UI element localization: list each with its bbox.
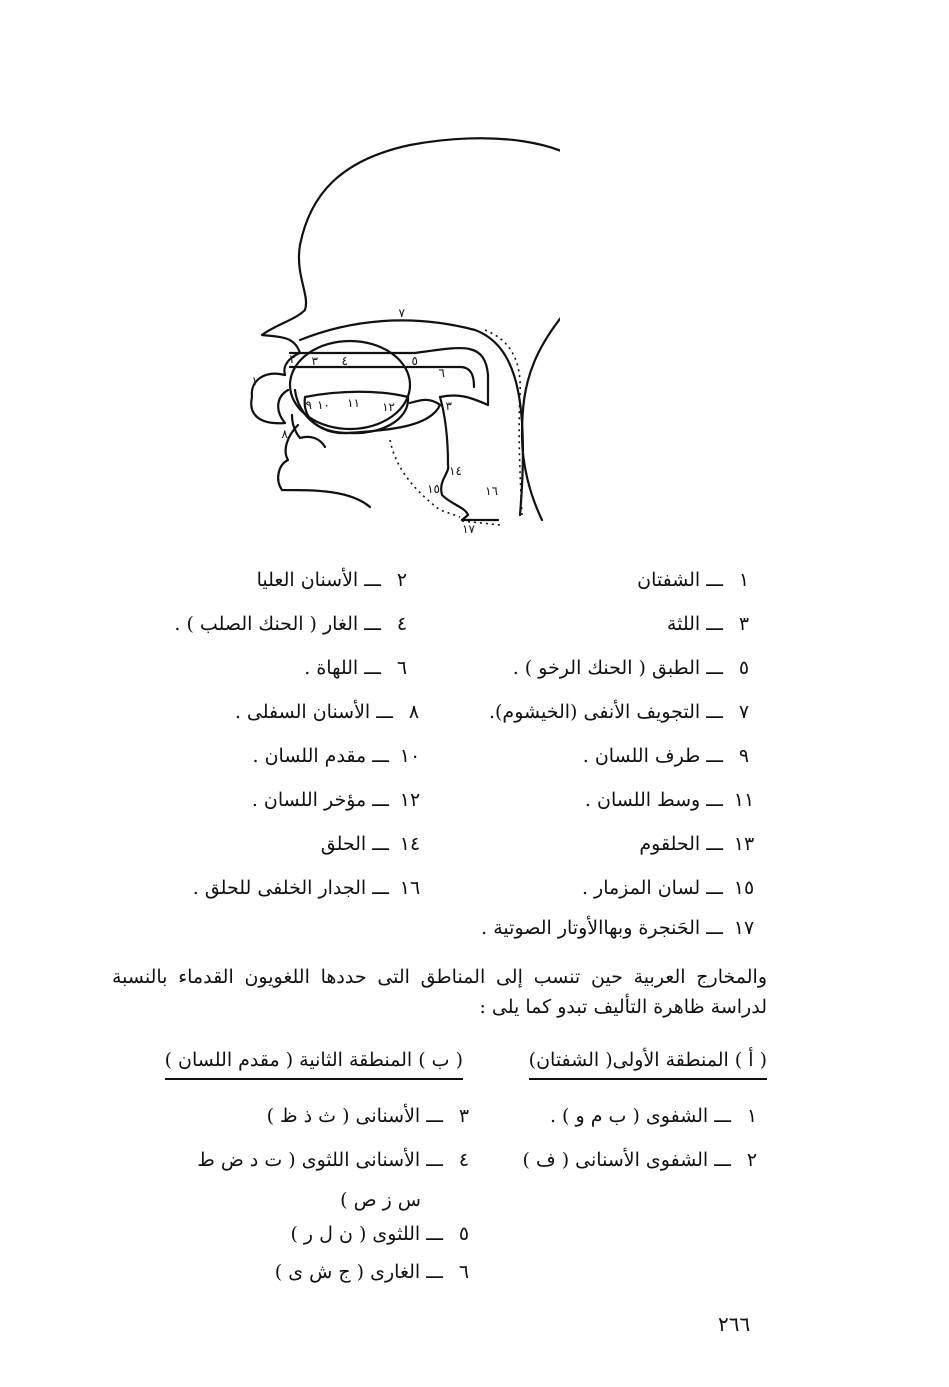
head-outline [262,138,560,520]
legend-item-14: ١٤ ـــ الحلق [320,833,421,855]
legend-item-6: ٦ ـــ اللهاة . [304,657,408,679]
zone-a-item-1: ١ ـــ الشفوى ( ب م و ) . [549,1105,758,1127]
body-paragraph: والمخارج العربية حين تنسب إلى المناطق التى حددها اللغويون القدماء بالنسبة لدراسة ظاهرة التأليف تبدو كما يلى : [112,966,767,1018]
legend-item-15: ١٥ ـــ لسان المزمار . [581,877,755,899]
diagram-label-12: ١٢ [382,400,395,414]
diagram-label-3: ٣ [311,354,318,368]
legend-item-7: ٧ ـــ التجويف الأنفى (الخيشوم). [488,701,750,723]
diagram-label-8: ٨ [281,427,288,441]
legend-item-10: ١٠ ـــ مقدم اللسان . [252,745,421,767]
vocal-organs-diagram [230,135,560,535]
diagram-label-10: ١٠ [317,398,330,412]
legend-item-1: ١ ـــ الشفتان [637,569,750,591]
legend-item-2: ٢ ـــ الأسنان العليا [256,569,408,591]
diagram-label-17: ١٧ [462,522,475,535]
diagram-label-6: ٦ [438,366,445,380]
zone-a-item-2: ٢ ـــ الشفوى الأسنانى ( ف ) [522,1149,758,1171]
legend-item-13: ١٣ ـــ الحلقوم [639,833,755,855]
zone-b-item-4: ٤ ـــ الأسنانى اللثوى ( ت د ض ط [197,1149,470,1171]
diagram-label-2: ٢ [289,352,296,366]
diagram-label-13: ١٣ [439,399,452,413]
zone-b-item-4-cont: س ز ص ) [340,1189,421,1211]
legend-item-4: ٤ ـــ الغار ( الحنك الصلب ) . [174,613,408,635]
zone-b-header: ( ب ) المنطقة الثانية ( مقدم اللسان ) [165,1048,463,1080]
legend-item-9: ٩ ـــ طرف اللسان . [582,745,750,767]
legend-item-5: ٥ ـــ الطبق ( الحنك الرخو ) . [512,657,750,679]
zone-b-item-3: ٣ ـــ الأسنانى ( ث ذ ظ ) [266,1105,470,1127]
legend-item-3: ٣ ـــ اللثة [666,613,750,635]
diagram-label-4: ٤ [341,354,348,368]
legend-item-11: ١١ ـــ وسط اللسان . [584,789,755,811]
diagram-label-1: ١ [251,374,258,388]
legend-item-8: ٨ ـــ الأسنان السفلى . [234,701,420,723]
diagram-label-7: ٧ [398,306,405,320]
diagram-label-16: ١٦ [485,484,498,498]
zone-b-item-5: ٥ ـــ اللثوى ( ن ل ر ) [290,1223,470,1245]
diagram-label-5: ٥ [411,354,418,368]
diagram-label-15: ١٥ [427,482,440,496]
legend-item-17: ١٧ ـــ الحَنجرة وبهاالأوتار الصوتية . [481,917,755,939]
page-number: ٢٦٦ [718,1312,751,1336]
legend-item-16: ١٦ ـــ الجدار الخلفى للحلق . [192,877,421,899]
legend-item-12: ١٢ ـــ مؤخر اللسان . [251,789,421,811]
diagram-label-9: ٩ [305,398,312,412]
diagram-label-14: ١٤ [449,464,462,478]
diagram-label-11: ١١ [347,396,360,410]
zone-a-header: ( أ ) المنطقة الأولى( الشفتان) [529,1048,767,1080]
zone-b-item-6: ٦ ـــ الغارى ( ج ش ى ) [274,1261,470,1283]
